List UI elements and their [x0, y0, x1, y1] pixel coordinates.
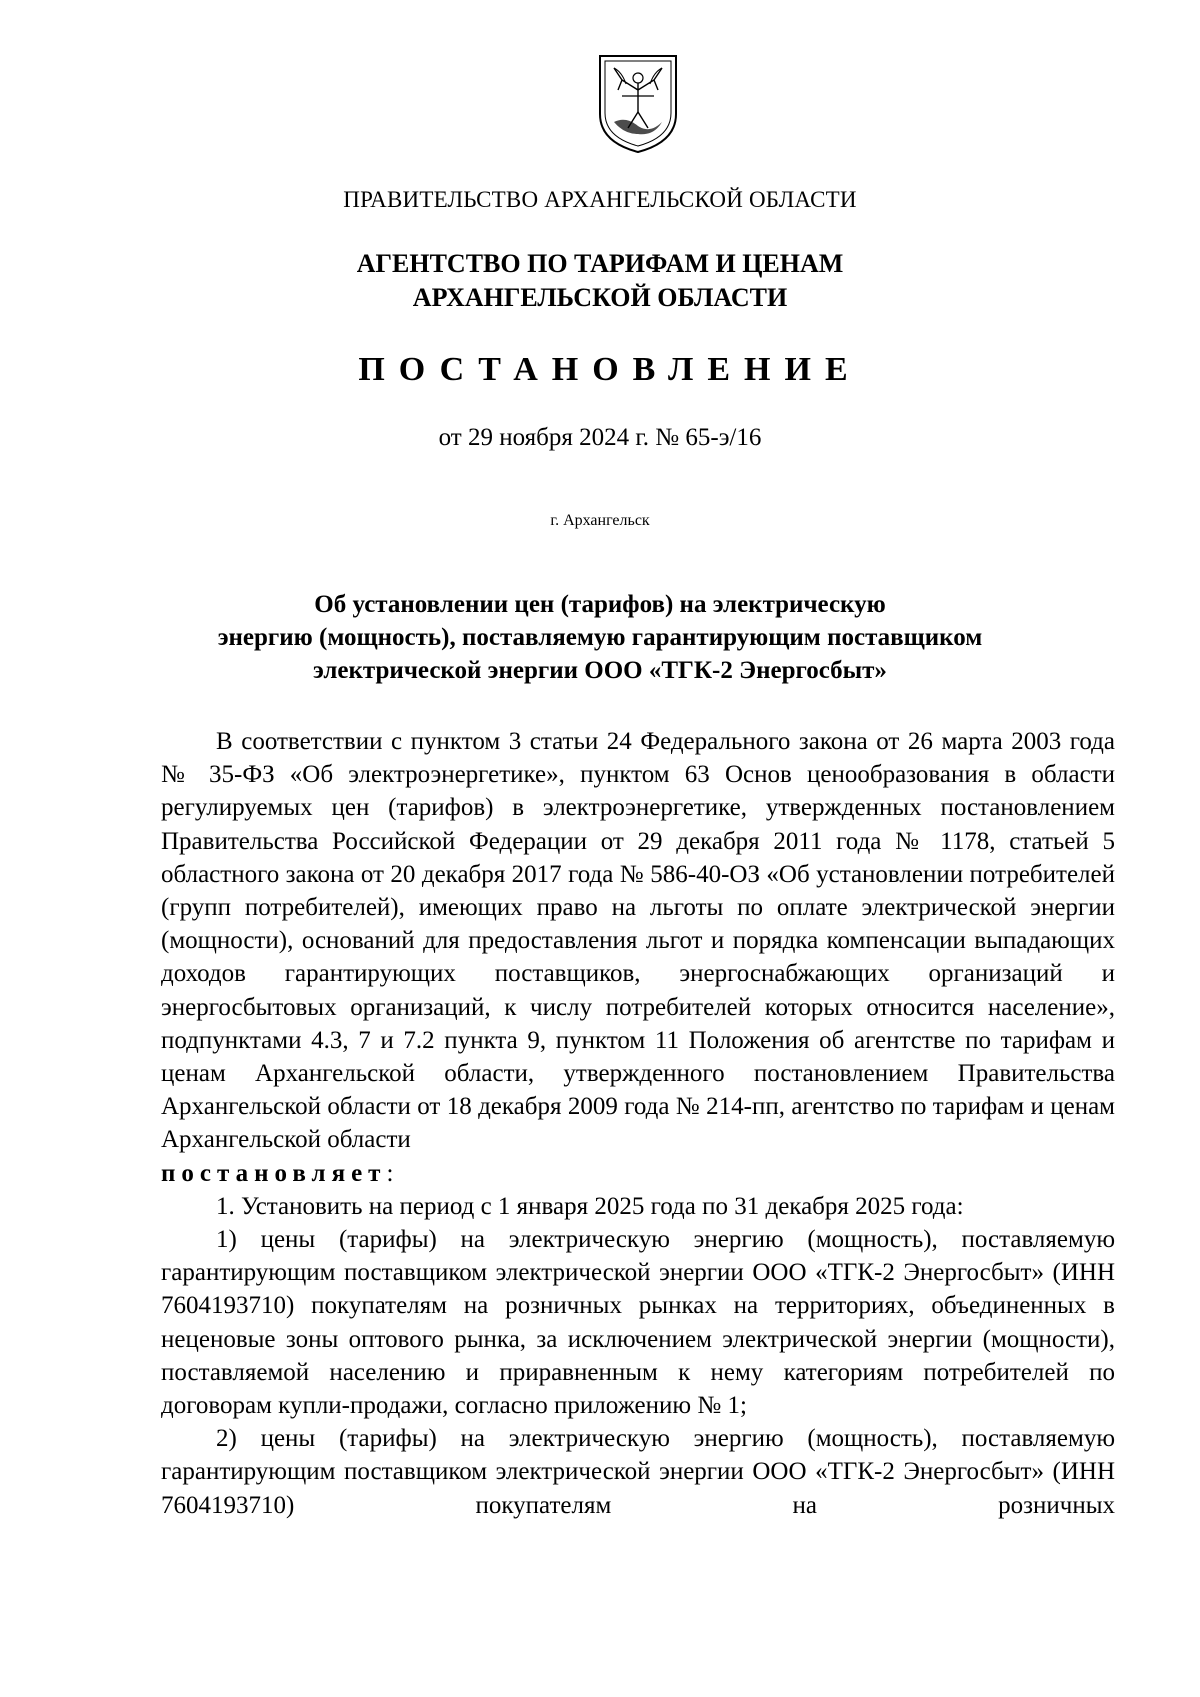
document-body [161, 725, 1115, 1522]
agency-name [0, 247, 1200, 315]
government-name: ПРАВИТЕЛЬСТВО АРХАНГЕЛЬСКОЙ ОБЛАСТИ [343, 187, 857, 212]
subject-line2: энергию (мощность), поставляемую гарантирующим поставщиком [217, 624, 983, 651]
document-date-number: от 29 ноября 2024 г. № 65-э/16 [438, 424, 762, 451]
agency-name-line2: АРХАНГЕЛЬСКОЙ ОБЛАСТИ [412, 283, 788, 312]
document-subject [0, 588, 1200, 687]
subject-line1: Об установлении цен (тарифов) на электрическую [314, 591, 886, 618]
resolves-line [161, 1157, 1115, 1190]
sub-item-2-paragraph: 2) цены (тарифы) на электрическую энергию (мощность), поставляемую гарантирующим поставщиком электрической энергии ООО «ТГК-2 Энергосбыт» (ИНН 7604193710) покупателям на розничных [161, 1425, 1115, 1519]
resolves-word: постановляет [161, 1159, 387, 1187]
preamble-paragraph: В соответствии с пунктом 3 статьи 24 Федерального закона от 26 марта 2003 года № 35-ФЗ «Об электроэнергетике», пунктом 63 Основ ценообразования в области регулируемых цен (тарифов) в электроэнергетике, утвержденных постановлением Правительства Российской Федерации от 29 декабря 2011 года № 1178, статьей 5 областного закона от 20 декабря 2017 года № 586-40-ОЗ «Об установлении потребителей (групп потребителей), имеющих право на льготы по оплате электрической энергии (мощности), оснований для предоставления льгот и порядка компенсации выпадающих доходов гарантирующих поставщиков, энергоснабжающих организаций и энергосбытовых организаций, к числу потребителей которых относится население», подпунктами 4.3, 7 и 7.2 пункта 9, пунктом 11 Положения об агентстве по тарифам и ценам Архангельской области, утвержденного постановлением Правительства Архангельской области от 18 декабря 2009 года № 214-пп, агентство по тарифам и ценам Архангельской области [161, 728, 1115, 1154]
resolves-colon: : [386, 1159, 394, 1187]
coat-of-arms-icon [592, 50, 684, 156]
item-1-paragraph: 1. Установить на период с 1 января 2025 года по 31 декабря 2025 года: [216, 1192, 964, 1220]
subject-line3: электрической энергии ООО «ТГК-2 Энергосбыт» [313, 657, 887, 684]
agency-name-line1: АГЕНТСТВО ПО ТАРИФАМ И ЦЕНАМ [356, 249, 844, 278]
document-type-title: ПОСТАНОВЛЕНИЕ [358, 351, 862, 388]
document-city: г. Архангельск [550, 512, 650, 529]
sub-item-1-paragraph: 1) цены (тарифы) на электрическую энергию (мощность), поставляемую гарантирующим поставщиком электрической энергии ООО «ТГК-2 Энергосбыт» (ИНН 7604193710) покупателям на розничных рынках на территориях, объединенных в неценовые зоны оптового рынка, за исключением электрической энергии (мощности), поставляемой населению и приравненным к нему категориям потребителей по договорам купли-продажи, согласно приложению № 1; [161, 1226, 1115, 1420]
